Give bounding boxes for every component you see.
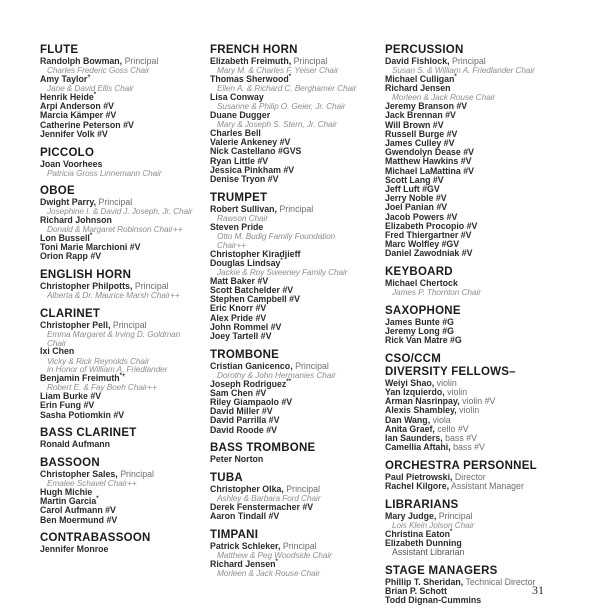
section-title: TRUMPET <box>210 191 268 204</box>
musician-role: Principal <box>291 56 328 66</box>
section-title: DIVERSITY FELLOWS– <box>385 365 516 378</box>
musician-entry <box>40 516 210 525</box>
musician-name: Thomas Sherwood <box>210 74 289 84</box>
section-title: SAXOPHONE <box>385 304 461 317</box>
musician-role: violin <box>434 377 457 388</box>
musician-role: Principal <box>280 540 317 551</box>
musician-name: Hugh Michie <box>40 487 93 498</box>
musician-name: Rick Van Matre #G <box>385 335 462 346</box>
musician-name: Christopher Pell <box>40 319 108 330</box>
musician-name: James Bunte #G <box>385 316 454 327</box>
musician-name: Aaron Tindall #V <box>210 511 280 522</box>
musician-name: Jack Brennan #V <box>385 110 456 121</box>
musician-name: Mary Judge <box>385 510 434 521</box>
musician-name: Jerry Noble #V <box>385 193 447 204</box>
musician-name: Jacob Powers #V <box>385 211 458 222</box>
footnote-mark: * <box>450 528 453 535</box>
musician-role: Principal <box>436 510 473 521</box>
name-comma: , <box>129 281 133 292</box>
footnote-mark: *+ <box>119 373 126 380</box>
name-comma: , <box>290 360 293 371</box>
musician-name: James Culley #V <box>385 138 455 149</box>
musician-entry <box>210 175 385 184</box>
chair-line: Jackie & Roy Sweeney Family Chair <box>217 266 348 277</box>
musician-name: Alex Pride #V <box>210 312 267 323</box>
chair-line: Lois Klein Jolson Chair <box>392 520 475 530</box>
name-comma: , <box>454 405 457 416</box>
musician-name: Jessica Pinkham #V <box>210 164 295 175</box>
chair-line: Mary & Joseph S. Stern, Jr. Chair <box>217 119 337 130</box>
chair-line: Donald & Margaret Robinson Chair++ <box>47 224 183 235</box>
musician-name: Dan Wang <box>385 414 428 425</box>
musician-name: Jennifer Monroe <box>40 544 109 555</box>
musician-name: Ben Moermund #V <box>40 514 118 525</box>
musician-name: Ian Saunders <box>385 432 441 443</box>
section-title: PERCUSSION <box>385 44 464 56</box>
musician-entry <box>385 482 585 491</box>
musician-entry <box>385 336 585 345</box>
name-comma: , <box>447 56 450 66</box>
section-cso-ccm-diversity-fellows <box>385 353 585 453</box>
musician-name: Todd Dignan-Cummins <box>385 595 482 606</box>
musician-name: Sasha Potiomkin #V <box>40 409 125 420</box>
section-bass-trombone <box>210 442 385 464</box>
section-title: FLUTE <box>40 44 79 56</box>
footnote-mark: * <box>275 559 278 566</box>
musician-name: Paul Pietrowski <box>385 471 451 482</box>
musician-entry <box>40 545 210 554</box>
musician-name: Riley Giampaolo #V <box>210 397 293 408</box>
musician-name: Rachel Kilgore <box>385 481 447 492</box>
section-title: TUBA <box>210 472 243 485</box>
column-1 <box>40 44 210 562</box>
column-2 <box>210 44 385 585</box>
chair-line: Morleen & Jack Rouse Chair <box>217 568 320 579</box>
musician-name: Richard Jensen <box>210 558 276 569</box>
musician-entry <box>385 596 585 605</box>
section-bassoon <box>40 457 210 525</box>
column-3 <box>385 44 585 613</box>
section-percussion <box>385 44 585 259</box>
name-comma: , <box>450 471 453 482</box>
musician-name: Phillip T. Sheridan <box>385 576 461 587</box>
chair-line: Emma Margaret & Irving D. Goldman <box>47 328 181 339</box>
chair-line: Vicky & Rick Reynolds Chair <box>47 355 150 366</box>
musician-name: David Fishlock <box>385 56 448 66</box>
chair-line: Emalee Schavel Chair++ <box>47 478 137 489</box>
musician-name: Carol Aufmann #V <box>40 505 116 516</box>
musician-role: bass #V <box>450 442 485 453</box>
musician-name: Anita Graef <box>385 423 433 434</box>
musician-name: Daniel Zawodniak #V <box>385 248 473 259</box>
section-piccolo <box>40 147 210 178</box>
section-title: LIBRARIANS <box>385 498 459 511</box>
section-title: KEYBOARD <box>385 266 453 279</box>
musician-entry <box>40 440 210 449</box>
musician-name: Arpi Anderson #V <box>40 101 114 112</box>
musician-name: Amy Taylor <box>40 74 88 84</box>
section-title: ENGLISH HORN <box>40 269 132 282</box>
footnote-mark: ** <box>286 378 291 385</box>
musician-entry <box>40 411 210 420</box>
chair-line: in Honor of William A. Friedlander <box>47 364 168 375</box>
chair-line: Matthew & Peg Woodside Chair <box>217 550 332 561</box>
musician-role: violin <box>456 405 480 416</box>
musician-name: Lon Bussell <box>40 233 90 244</box>
musician-name: Stephen Campbell #V <box>210 294 300 305</box>
name-comma: , <box>277 540 281 551</box>
section-clarinet <box>40 308 210 420</box>
name-comma: , <box>442 386 445 397</box>
musician-name: Jennifer Volk #V <box>40 128 108 139</box>
musician-entry <box>385 249 585 258</box>
musician-name: Sam Chen #V <box>210 387 267 398</box>
musician-name: Will Brown #V <box>385 119 444 130</box>
section-title: OBOE <box>40 185 75 198</box>
name-comma: , <box>433 510 437 521</box>
musician-name: Charles Bell <box>210 128 261 138</box>
chair-line: James P. Thornton Chair <box>392 287 481 298</box>
musician-role: Technical Director <box>463 576 536 587</box>
chair-line: Robert E. & Fay Boeh Chair++ <box>47 382 157 393</box>
musician-role: Assistant Manager <box>449 481 524 492</box>
name-comma: , <box>460 576 464 587</box>
section-title: CONTRABASSOON <box>40 532 151 545</box>
musician-name: Dwight Parry <box>40 197 94 208</box>
section-title: TROMBONE <box>210 348 280 361</box>
musician-name: Weiyi Shao <box>385 377 432 388</box>
name-comma: , <box>93 197 97 208</box>
musician-name: Liam Burke #V <box>40 391 102 402</box>
name-comma: , <box>119 56 123 66</box>
musician-name: Elizabeth Dunning <box>385 538 462 548</box>
chair-line: Ashley & Barbara Ford Chair <box>217 493 321 504</box>
chair-line: Rawson Chair <box>217 212 268 223</box>
musician-name: Erin Fung #V <box>40 400 95 411</box>
name-comma: , <box>107 319 111 330</box>
musician-name: Christopher Olka <box>210 484 282 495</box>
musician-name: Scott Batchelder #V <box>210 284 294 295</box>
section-title: BASSOON <box>40 457 100 470</box>
musician-name: Joseph Rodriguez <box>210 378 287 389</box>
section-stage-managers <box>385 565 585 606</box>
musician-name: Scott Lang #V <box>385 174 444 185</box>
musician-name: Jeremy Long #G <box>385 325 454 336</box>
musician-name: Benjamin Freimuth <box>40 373 120 384</box>
musician-role: Principal <box>449 56 486 66</box>
name-comma: , <box>288 56 292 66</box>
musician-name: Ixi Chen <box>40 346 75 357</box>
musician-name: Christopher Sales <box>40 469 116 480</box>
musician-name: Michael Culligan <box>385 74 455 84</box>
musician-name: Orion Rapp #V <box>40 251 102 262</box>
musician-name: Christopher Kiradjieff <box>210 248 301 259</box>
section-title: ORCHESTRA PERSONNEL <box>385 459 537 472</box>
musician-name: Christopher Philpotts <box>40 281 130 292</box>
musician-name: David Parrilla #V <box>210 415 280 426</box>
section-bass-clarinet <box>40 427 210 449</box>
musician-role: Principal <box>96 197 133 208</box>
musician-name: Jeremy Branson #V <box>385 101 468 112</box>
musician-entry <box>40 252 210 261</box>
musician-entry <box>210 455 385 464</box>
musician-name: Camellia Aftahi <box>385 442 449 453</box>
musician-name: Douglas Lindsay <box>210 257 281 268</box>
musician-name: Yan Izquierdo <box>385 386 443 397</box>
section-saxophone <box>385 305 585 346</box>
musician-name: Matthew Hawkins #V <box>385 156 472 167</box>
musician-entry <box>210 426 385 435</box>
musician-name: Arman Nasrinpay <box>385 396 458 407</box>
musician-name: Marcia Kämper #V <box>40 110 117 121</box>
musician-name: Michael LaMattina #V <box>385 165 474 176</box>
name-comma: , <box>457 396 460 407</box>
chair-line: Jane & David Ellis Chair <box>47 83 134 94</box>
musician-name: Toni Marie Marchioni #V <box>40 242 141 253</box>
musician-name: Fred Thiergartner #V <box>385 230 472 241</box>
section-french-horn <box>210 44 385 184</box>
musician-name: Randolph Bowman <box>40 56 120 66</box>
musician-role: Principal <box>283 484 321 495</box>
footnote-mark: * <box>280 257 283 264</box>
section-title: STAGE MANAGERS <box>385 564 498 577</box>
section-orchestra-personnel <box>385 460 585 491</box>
section-keyboard <box>385 266 585 297</box>
musician-name: Richard Johnson <box>40 215 112 226</box>
musician-name: Matt Baker #V <box>210 275 269 286</box>
musician-name: Marc Wolfley #GV <box>385 239 460 250</box>
footnote-mark: * <box>93 92 97 99</box>
musician-entry <box>210 332 385 341</box>
musician-name: Ronald Aufmann <box>40 439 111 450</box>
musician-role: violin #V <box>459 396 496 407</box>
section-title: BASS TROMBONE <box>210 442 316 455</box>
musician-name: Russell Burge #V <box>385 128 458 139</box>
musician-name: John Rommel #V <box>210 321 282 332</box>
musician-name: Joel Panian #V <box>385 202 448 213</box>
musician-name: Denise Tryon #V <box>210 174 279 185</box>
chair-line: Otto M. Budig Family Foundation <box>217 230 336 241</box>
section-tuba <box>210 472 385 521</box>
section-timpani <box>210 529 385 578</box>
section-flute <box>40 44 210 139</box>
chair-line: Chair++ <box>217 239 246 250</box>
name-comma: , <box>440 432 443 443</box>
chair-line: Josephine I. & David J. Joseph, Jr. Chair <box>47 206 193 217</box>
musician-name: Steven Pride <box>210 221 264 232</box>
musician-entry <box>385 443 585 452</box>
musician-name: Robert Sullivan <box>210 203 275 214</box>
name-comma: , <box>446 481 450 492</box>
name-comma: , <box>115 469 118 480</box>
entry-note: Assistant Librarian <box>392 547 465 558</box>
musician-name: Duane Dugger <box>210 110 271 120</box>
section-oboe <box>40 185 210 262</box>
musician-name: Jeff Luft #GV <box>385 184 440 195</box>
section-english-horn <box>40 269 210 300</box>
footnote-mark: * <box>288 74 292 81</box>
section-title: BASS CLARINET <box>40 427 137 440</box>
musician-role: viola <box>430 414 451 425</box>
musician-name: Nick Castellano #GVS <box>210 146 302 157</box>
musician-name: Elizabeth Procopio #V <box>385 220 478 231</box>
musician-name: Valerie Ankeney #V <box>210 137 291 148</box>
musician-role: Principal <box>276 203 314 214</box>
name-comma: , <box>274 203 277 214</box>
musician-name: Brian P. Schott <box>385 586 447 597</box>
musician-role: bass #V <box>442 432 477 443</box>
name-comma: , <box>427 414 431 425</box>
chair-line: Morleen & Jack Rouse Chair <box>392 92 495 103</box>
musician-name: Elizabeth Freimuth <box>210 56 289 66</box>
chair-line: Alberta & Dr. Maurice Marsh Chair++ <box>47 290 180 301</box>
musician-role: Principal <box>110 319 147 330</box>
section-librarians <box>385 499 585 558</box>
section-trombone <box>210 349 385 435</box>
musician-role: Principal <box>117 469 154 480</box>
musician-name: David Roode #V <box>210 424 277 435</box>
section-title: FRENCH HORN <box>210 44 298 56</box>
footnote-mark: + <box>87 74 91 81</box>
chair-line: Susan S. & William A. Friedlander Chair <box>392 65 535 76</box>
section-title: CLARINET <box>40 307 101 320</box>
musician-role: cello #V <box>434 423 469 434</box>
footnote-mark: * <box>96 496 99 503</box>
section-title: TIMPANI <box>210 528 259 541</box>
name-comma: , <box>431 377 435 388</box>
name-comma: , <box>448 442 451 453</box>
musician-name: Michael Chertock <box>385 278 458 289</box>
name-comma: , <box>281 484 284 495</box>
musician-name: Catherine Peterson #V <box>40 119 134 130</box>
chair-line: Patricia Gross Linnemann Chair <box>47 167 162 178</box>
name-comma: , <box>432 423 435 434</box>
chair-line: Charles Frederic Goss Chair <box>47 65 150 76</box>
musician-role: Director <box>452 471 486 482</box>
musician-name: Alexis Shambley <box>385 405 455 416</box>
musician-name: Peter Norton <box>210 454 264 465</box>
musician-entry <box>40 130 210 139</box>
musician-role: Principal <box>132 281 169 292</box>
musician-name: Henrik Heide <box>40 92 94 102</box>
musician-name: Derek Fenstermacher #V <box>210 502 314 513</box>
musician-name: Martin Garcia <box>40 496 97 507</box>
musician-name: Christina Eaton <box>385 528 451 539</box>
section-title: CSO/CCM <box>385 352 442 365</box>
chair-line: Chair <box>47 337 67 348</box>
musician-name: Patrick Schleker <box>210 540 278 551</box>
musician-name: Cristian Ganicenco <box>210 360 291 371</box>
musician-name: Richard Jensen <box>385 83 451 94</box>
section-contrabassoon <box>40 532 210 554</box>
musician-name: Lisa Conway <box>210 92 264 102</box>
musician-name: Eric Knorr #V <box>210 303 267 314</box>
page-number: 31 <box>532 583 544 597</box>
musician-name: Joan Voorhees <box>40 158 103 169</box>
chair-line: Dorothy & John Hermanies Chair <box>217 369 336 380</box>
chair-line: Susanne & Philip O. Geier, Jr. Chair <box>217 101 346 112</box>
chair-line: Mary M. & Charles F. Yeiser Chair <box>217 65 339 76</box>
musician-role: Principal <box>292 360 329 371</box>
musician-name: David Miller #V <box>210 406 273 417</box>
footnote-mark: * <box>454 74 457 81</box>
musician-role: Principal <box>122 56 159 66</box>
chair-line: Ellen A. & Richard C. Berghamer Chair <box>217 83 357 94</box>
musician-name: Gwendolyn Dease #V <box>385 147 474 158</box>
musician-name: Ryan Little #V <box>210 155 269 166</box>
musician-role: violin <box>444 386 468 397</box>
musician-name: Joey Tartell #V <box>210 330 272 341</box>
footnote-mark: * <box>89 233 93 240</box>
musician-entry <box>210 512 385 521</box>
section-trumpet <box>210 192 385 341</box>
section-title: PICCOLO <box>40 146 95 159</box>
